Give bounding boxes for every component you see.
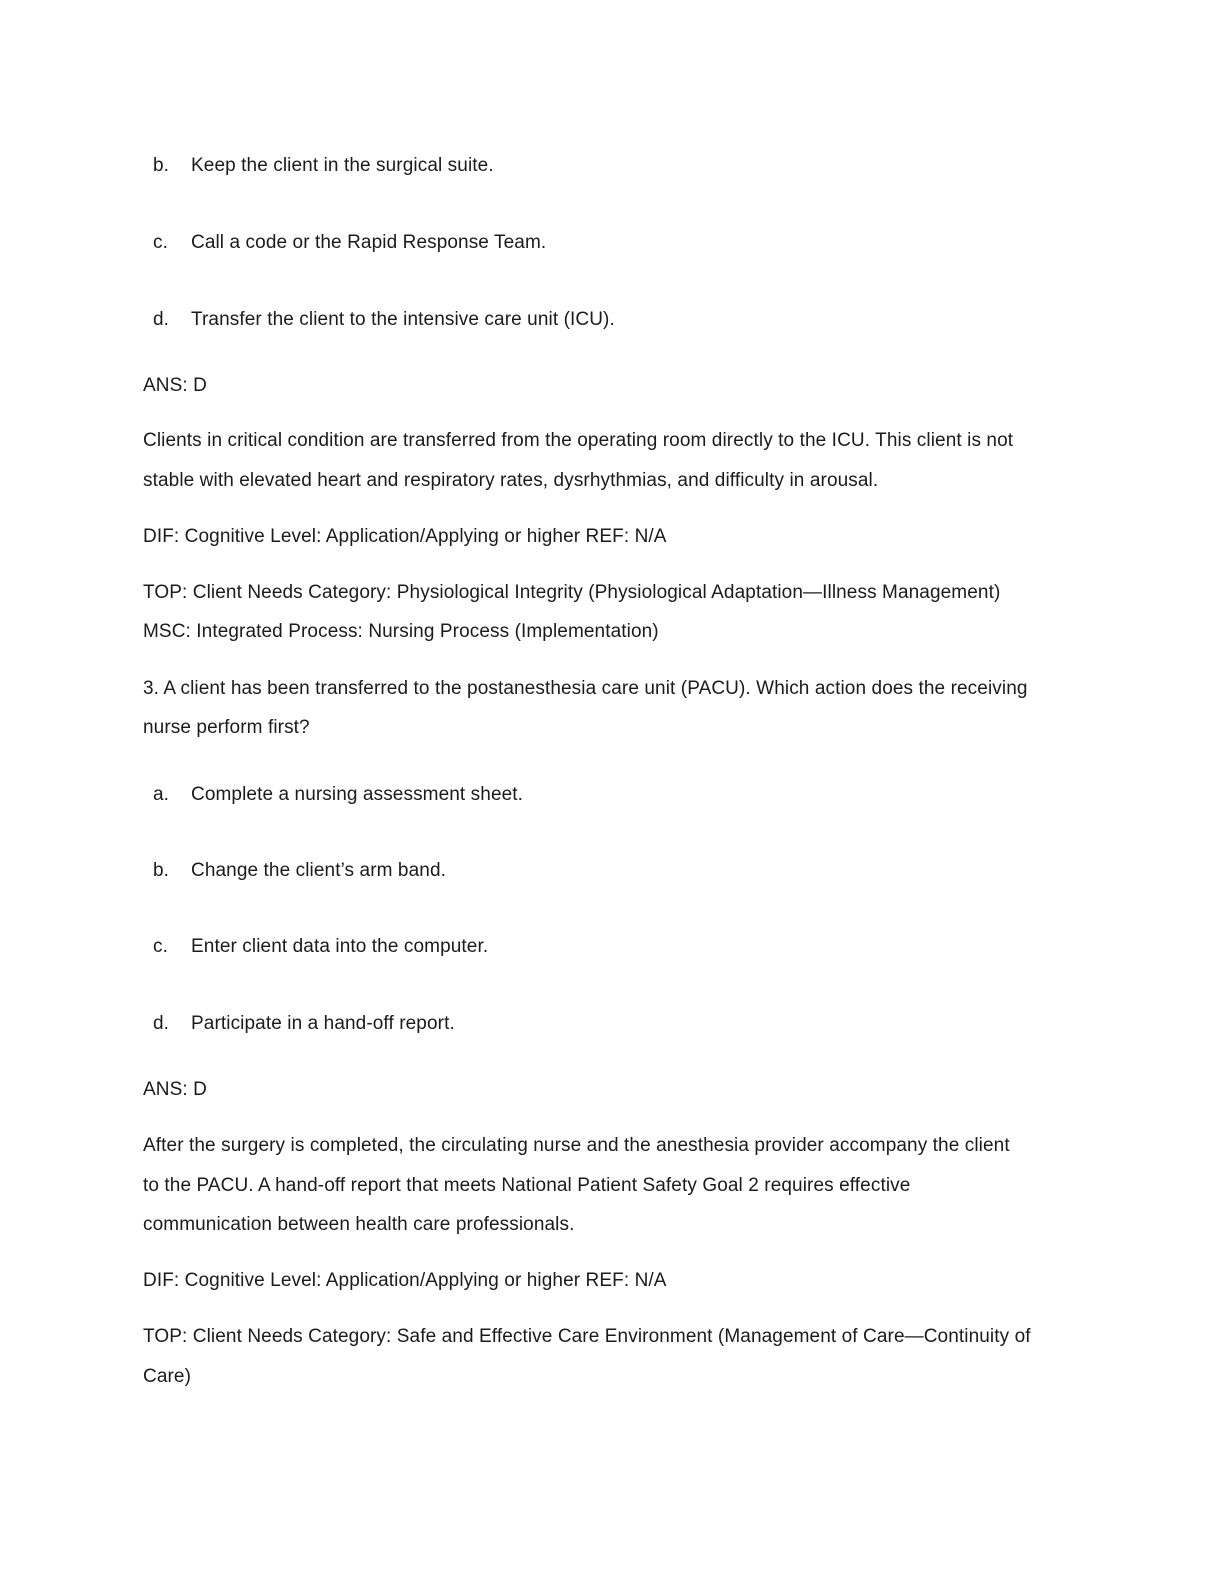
option-text: Keep the client in the surgical suite.: [191, 155, 494, 176]
q2-topic: TOP: Client Needs Category: Physiological Integrity (Physiological Adaptation—Illness Management): [143, 582, 1001, 603]
option-text: Transfer the client to the intensive care unit (ICU).: [191, 309, 615, 330]
q2-rationale-line-2: stable with elevated heart and respiratory rates, dysrhythmias, and difficulty in arousal.: [143, 470, 879, 491]
option-letter: d.: [153, 1013, 170, 1034]
q3-rationale-line-1: After the surgery is completed, the circulating nurse and the anesthesia provider accompany the client: [143, 1135, 1010, 1156]
option-letter: c.: [153, 936, 168, 957]
option-text: Call a code or the Rapid Response Team.: [191, 232, 547, 253]
option-letter: a.: [153, 784, 170, 805]
q2-msc: MSC: Integrated Process: Nursing Process (Implementation): [143, 621, 659, 642]
q2-answer: ANS: D: [143, 375, 207, 396]
q3-rationale-line-3: communication between health care professionals.: [143, 1214, 575, 1235]
option-text: Complete a nursing assessment sheet.: [191, 784, 524, 805]
q3-difficulty: DIF: Cognitive Level: Application/Applying or higher REF: N/A: [143, 1270, 667, 1291]
q3-question-line-2: nurse perform first?: [143, 717, 310, 738]
q2-rationale-line-1: Clients in critical condition are transferred from the operating room directly to the ICU. This client is not: [143, 430, 1014, 451]
option-letter: c.: [153, 232, 168, 253]
option-letter: b.: [153, 155, 170, 176]
option-letter: b.: [153, 860, 170, 881]
option-letter: d.: [153, 309, 170, 330]
option-text: Change the client’s arm band.: [191, 860, 446, 881]
q3-question-line-1: 3. A client has been transferred to the postanesthesia care unit (PACU). Which action does the receiving: [143, 678, 1028, 699]
q3-topic-line-1: TOP: Client Needs Category: Safe and Effective Care Environment (Management of Care—Continuity of: [143, 1326, 1031, 1347]
q3-answer: ANS: D: [143, 1079, 207, 1100]
q2-difficulty: DIF: Cognitive Level: Application/Applying or higher REF: N/A: [143, 526, 667, 547]
option-text: Participate in a hand-off report.: [191, 1013, 455, 1034]
q3-rationale-line-2: to the PACU. A hand-off report that meets National Patient Safety Goal 2 requires effective: [143, 1175, 911, 1196]
option-text: Enter client data into the computer.: [191, 936, 489, 957]
q3-topic-line-2: Care): [143, 1366, 192, 1387]
